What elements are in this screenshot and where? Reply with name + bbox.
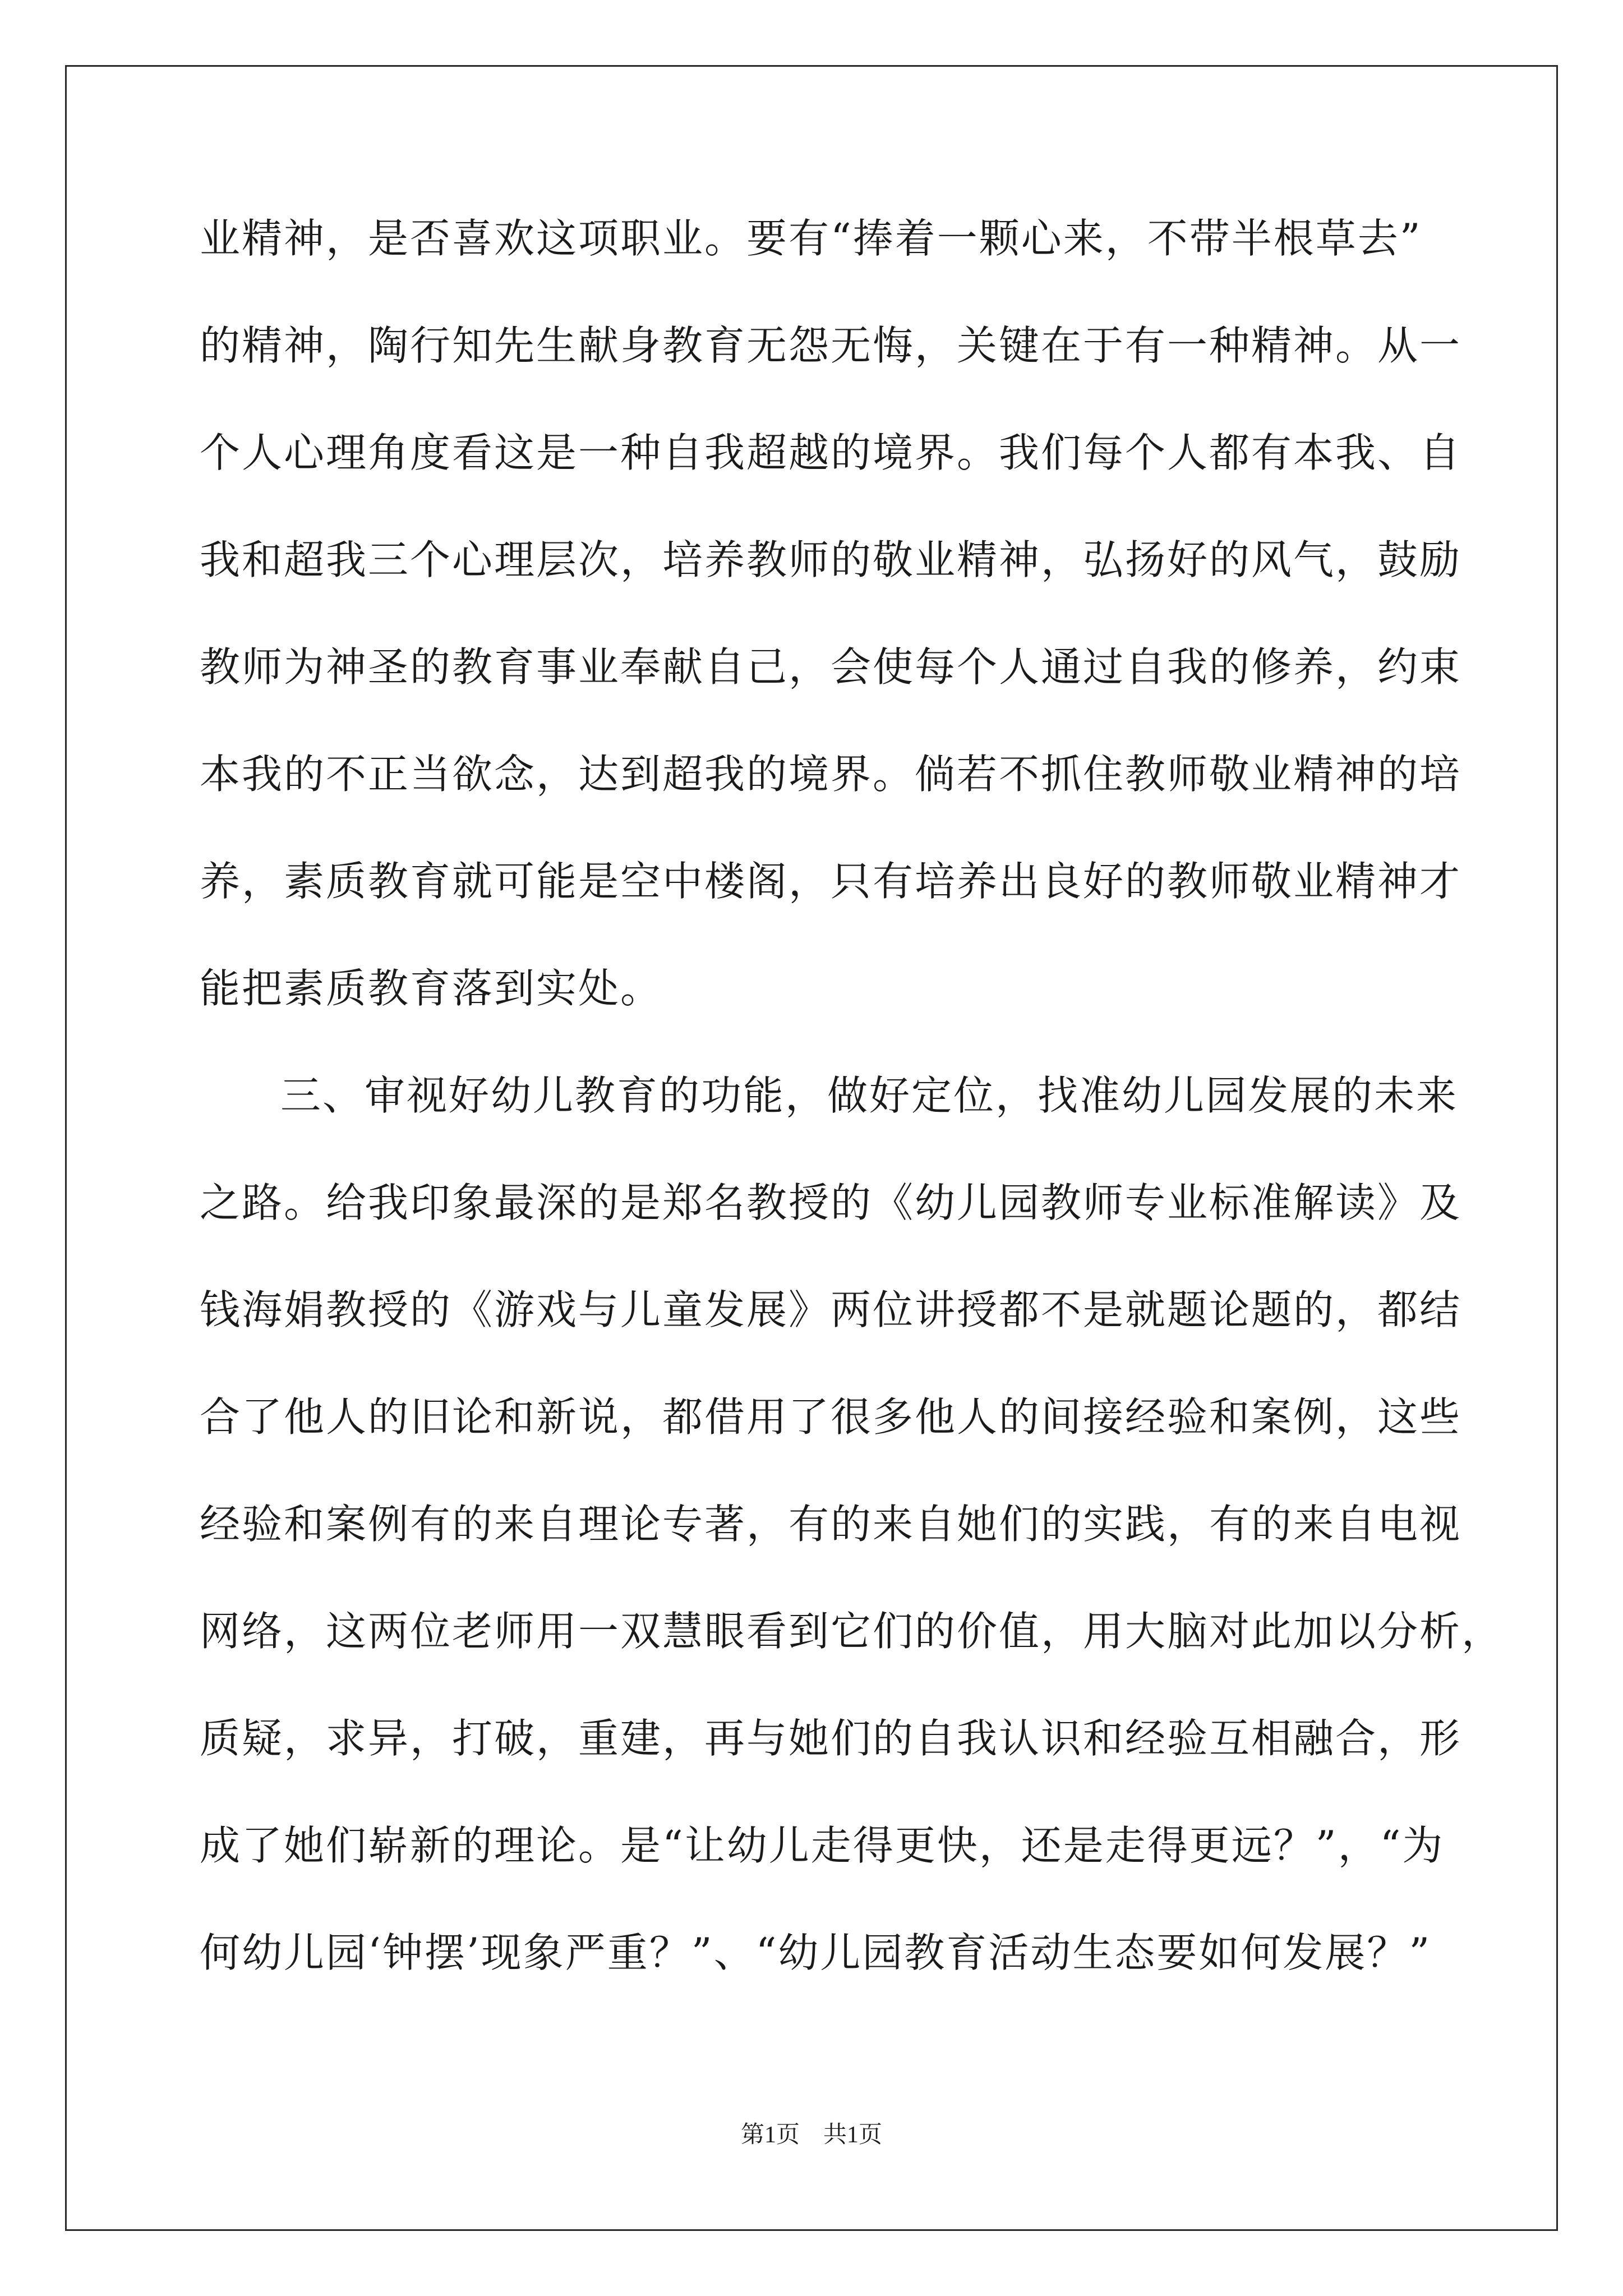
text-line: 经验和案例有的来自理论专著，有的来自她们的实践，有的来自电视 xyxy=(200,1501,1462,1548)
text-line: 能把素质教育落到实处。 xyxy=(200,965,663,1012)
text-line: 我和超我三个心理层次，培养教师的敬业精神，弘扬好的风气，鼓励 xyxy=(200,536,1462,583)
page-number-footer: 第1页 共1页 xyxy=(740,2122,882,2148)
document-body xyxy=(200,185,1504,2007)
text-line: 何幼儿园‘钟摆’现象严重？”、“幼儿园教育活动生态要如何发展？” xyxy=(200,1929,1432,1976)
text-line: 钱海娟教授的《游戏与儿童发展》两位讲授都不是就题论题的，都结 xyxy=(200,1286,1462,1333)
text-line: 养，素质教育就可能是空中楼阁，只有培养出良好的教师敬业精神才 xyxy=(200,858,1462,905)
text-line: 质疑，求异，打破，重建，再与她们的自我认识和经验互相融合，形 xyxy=(200,1715,1462,1762)
text-line: 教师为神圣的教育事业奉献自己，会使每个人通过自我的修养，约束 xyxy=(200,643,1462,691)
text-line: 之路。给我印象最深的是郑名教授的《幼儿园教师专业标准解读》及 xyxy=(200,1179,1462,1226)
text-line: 成了她们崭新的理论。是“让幼儿走得更快，还是走得更远？”，“为 xyxy=(200,1822,1445,1869)
paragraph-start-line: 三、审视好幼儿教育的功能，做好定位，找准幼儿园发展的未来 xyxy=(280,1072,1459,1119)
text-line: 个人心理角度看这是一种自我超越的境界。我们每个人都有本我、自 xyxy=(200,429,1462,476)
text-line: 的精神，陶行知先生献身教育无怨无悔，关键在于有一种精神。从一 xyxy=(200,322,1462,369)
text-line: 业精神，是否喜欢这项职业。要有“捧着一颗心来，不带半根草去” xyxy=(200,215,1422,262)
text-line: 合了他人的旧论和新说，都借用了很多他人的间接经验和案例，这些 xyxy=(200,1393,1462,1441)
text-line: 本我的不正当欲念，达到超我的境界。倘若不抓住教师敬业精神的培 xyxy=(200,751,1462,798)
text-line: 网络，这两位老师用一双慧眼看到它们的价值，用大脑对此加以分析， xyxy=(200,1608,1504,1655)
